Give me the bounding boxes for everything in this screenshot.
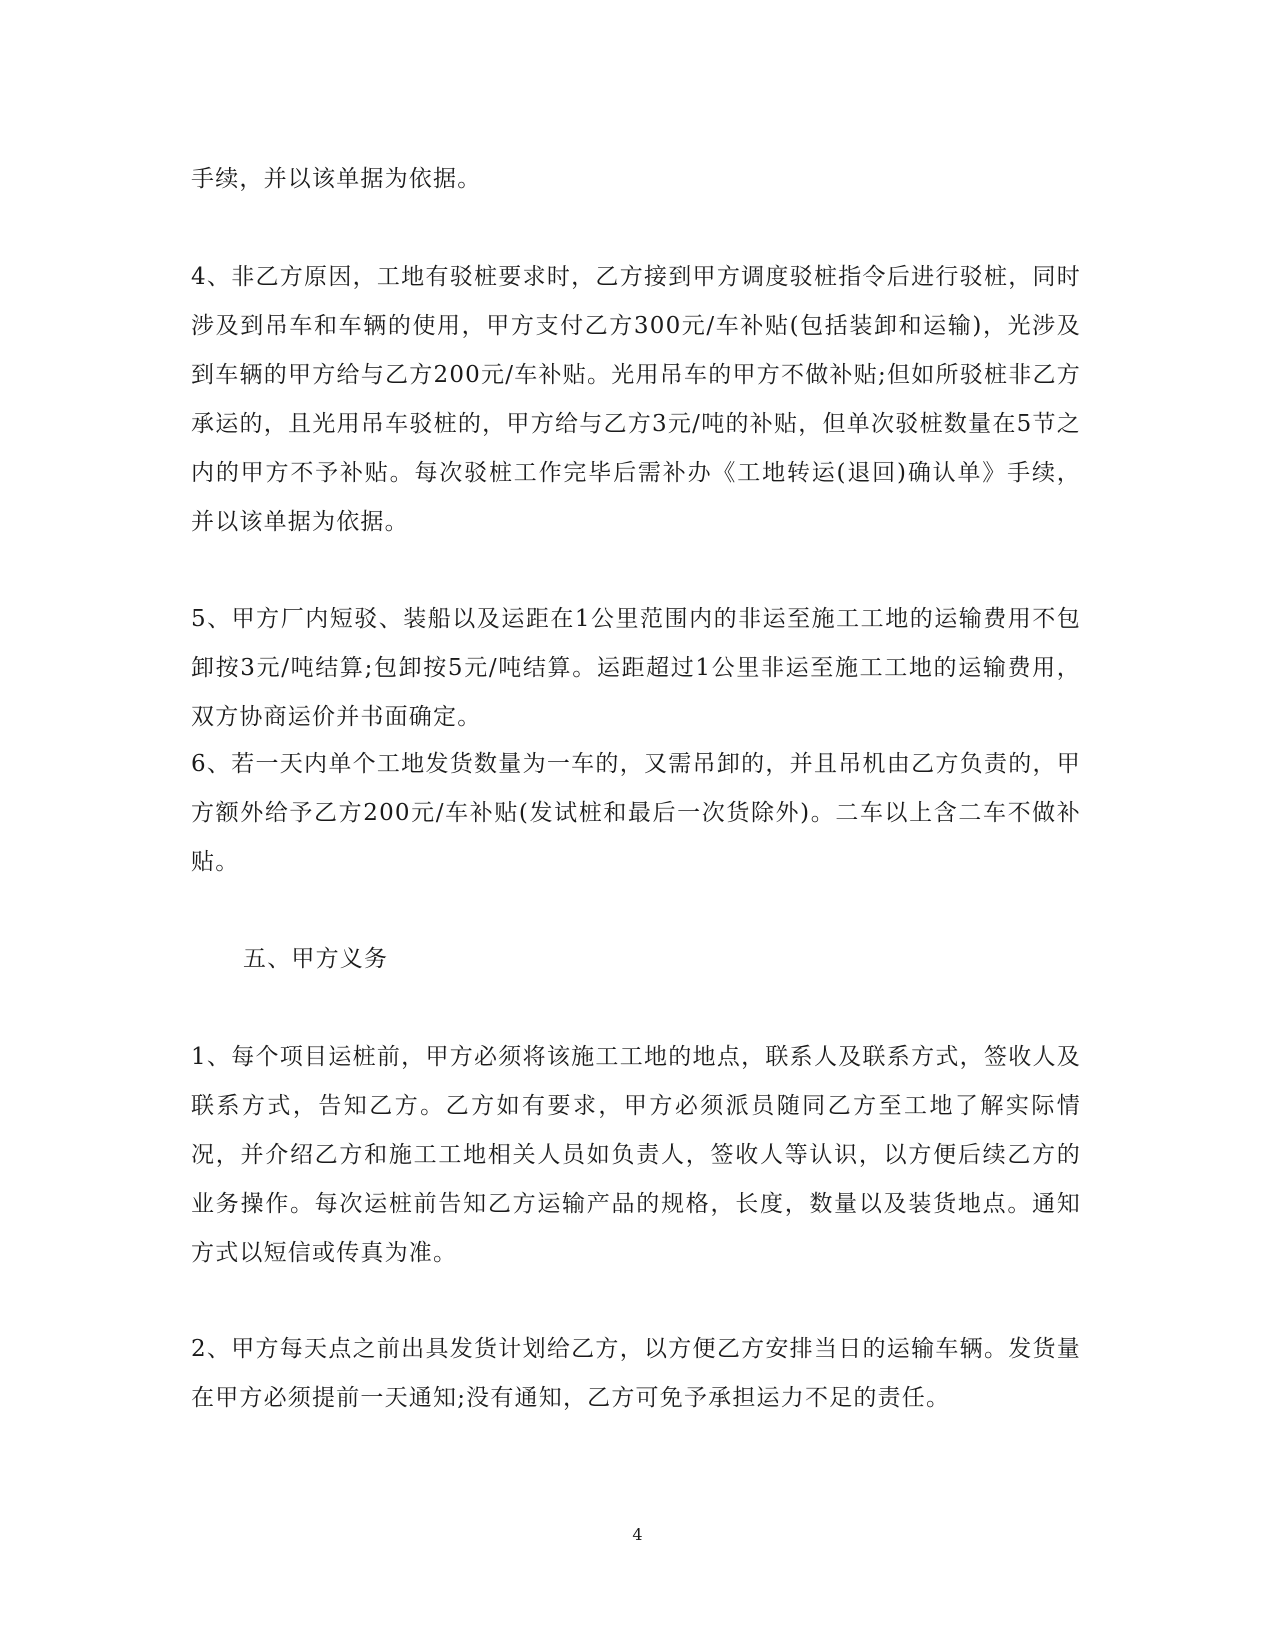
- paragraph-duty-1: 1、每个项目运桩前，甲方必须将该施工工地的地点，联系人及联系方式，签收人及联系方式，告知乙方。乙方如有要求，甲方必须派员随同乙方至工地了解实际情况，并介绍乙方和施工工地相关人员如负责人，签收人等认识，以方便后续乙方的业务操作。每次运桩前告知乙方运输产品的规格，长度，数量以及装货地点。通知方式以短信或传真为准。: [191, 1044, 1081, 1266]
- page-number: 4: [632, 1525, 643, 1544]
- paragraph-clause-4: 4、非乙方原因，工地有驳桩要求时，乙方接到甲方调度驳桩指令后进行驳桩，同时涉及到吊车和车辆的使用，甲方支付乙方300元/车补贴(包括装卸和运输)，光涉及到车辆的甲方给与乙方200元/车补贴。光用吊车的甲方不做补贴;但如所驳桩非乙方承运的，且光用吊车驳桩的，甲方给与乙方3元/吨的补贴，但单次驳桩数量在5节之内的甲方不予补贴。每次驳桩工作完毕后需补办《工地转运(退回)确认单》手续，并以该单据为依据。: [191, 264, 1081, 535]
- paragraph-duty-2: 2、甲方每天点之前出具发货计划给乙方，以方便乙方安排当日的运输车辆。发货量在甲方必须提前一天通知;没有通知，乙方可免予承担运力不足的责任。: [191, 1336, 1081, 1411]
- paragraph-clause-5: 5、甲方厂内短驳、装船以及运距在1公里范围内的非运至施工工地的运输费用不包卸按3元/吨结算;包卸按5元/吨结算。运距超过1公里非运至施工工地的运输费用，双方协商运价并书面确定。: [191, 606, 1081, 730]
- paragraph-continuation: 手续，并以该单据为依据。: [191, 166, 482, 192]
- paragraph-clause-6: 6、若一天内单个工地发货数量为一车的，又需吊卸的，并且吊机由乙方负责的，甲方额外给予乙方200元/车补贴(发试桩和最后一次货除外)。二车以上含二车不做补贴。: [191, 751, 1081, 875]
- section-heading: 五、甲方义务: [243, 946, 389, 972]
